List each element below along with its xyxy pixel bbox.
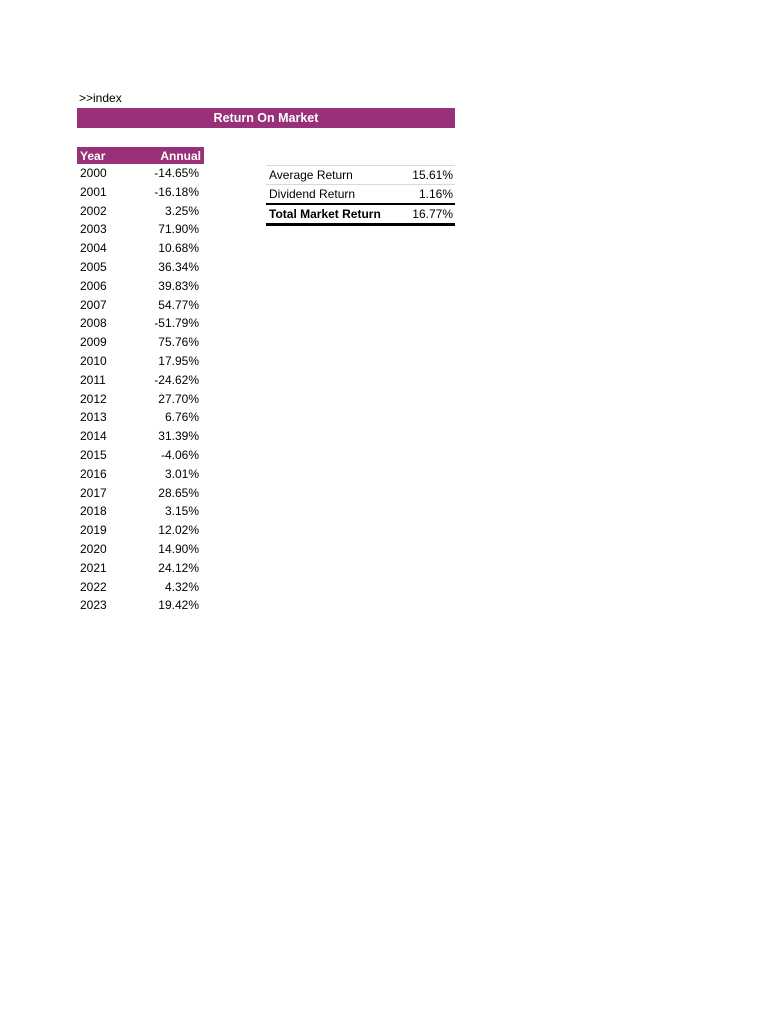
summary-row-dividend-return <box>266 185 455 205</box>
annual-return-cell: 19.42% <box>158 598 199 613</box>
year-cell: 2002 <box>80 203 107 218</box>
year-cell: 2020 <box>80 541 107 556</box>
table-row <box>77 277 204 296</box>
annual-return-cell: 24.12% <box>158 560 199 575</box>
annual-return-cell: -16.18% <box>154 184 199 199</box>
annual-return-cell: 31.39% <box>158 429 199 444</box>
table-row <box>77 578 204 597</box>
table-row <box>77 540 204 559</box>
annual-return-cell: 3.01% <box>164 466 199 481</box>
total-market-return-value: 16.77% <box>402 204 455 225</box>
year-cell: 2012 <box>80 391 107 406</box>
annual-return-cell: 6.76% <box>164 410 199 425</box>
year-cell: 2005 <box>80 259 107 274</box>
table-row <box>77 352 204 371</box>
table-row <box>77 465 204 484</box>
year-cell: 2011 <box>80 372 106 387</box>
annual-return-cell: -4.06% <box>160 447 199 462</box>
year-cell: 2004 <box>80 241 107 256</box>
year-cell: 2010 <box>80 353 107 368</box>
year-cell: 2006 <box>80 278 107 293</box>
table-row <box>77 484 204 503</box>
annual-return-cell: 12.02% <box>158 523 199 538</box>
year-cell: 2015 <box>80 447 107 462</box>
year-cell: 2003 <box>80 222 107 237</box>
year-cell: 2007 <box>80 297 107 312</box>
annual-return-cell: 17.95% <box>158 353 199 368</box>
year-cell: 2008 <box>80 316 107 331</box>
annual-return-cell: 71.90% <box>158 222 199 237</box>
annual-return-cell: -14.65% <box>154 166 199 180</box>
annual-return-cell: -51.79% <box>154 316 199 331</box>
annual-returns-table <box>77 147 204 615</box>
year-cell: 2018 <box>80 504 107 519</box>
year-cell: 2001 <box>80 184 107 199</box>
year-cell: 2013 <box>80 410 107 425</box>
table-row <box>77 239 204 258</box>
table-row <box>77 521 204 540</box>
table-row <box>77 183 204 202</box>
table-row <box>77 314 204 333</box>
year-cell: 2017 <box>80 485 107 500</box>
table-row <box>77 164 204 183</box>
annual-return-cell: 10.68% <box>158 241 199 256</box>
table-row <box>77 371 204 390</box>
annual-return-cell: 3.15% <box>164 504 199 519</box>
average-return-value: 15.61% <box>402 166 455 185</box>
table-row <box>77 220 204 239</box>
annual-return-cell: -24.62% <box>154 372 199 387</box>
annual-return-cell: 14.90% <box>158 541 199 556</box>
annual-return-cell: 3.25% <box>164 203 199 218</box>
table-row <box>77 596 204 615</box>
table-row <box>77 427 204 446</box>
table-row <box>77 559 204 578</box>
table-row <box>77 333 204 352</box>
returns-table-body <box>77 164 204 615</box>
annual-return-cell: 27.70% <box>158 391 199 406</box>
table-row <box>77 296 204 315</box>
year-cell: 2014 <box>80 429 107 444</box>
year-column-header: Year <box>77 147 126 164</box>
annual-return-cell: 28.65% <box>158 485 199 500</box>
year-cell: 2016 <box>80 466 107 481</box>
table-row <box>77 202 204 221</box>
average-return-label: Average Return <box>266 166 402 185</box>
year-cell: 2019 <box>80 523 107 538</box>
annual-return-cell: 39.83% <box>158 278 199 293</box>
year-cell: 2023 <box>80 598 107 613</box>
year-cell: 2021 <box>80 560 107 575</box>
annual-return-cell: 54.77% <box>158 297 199 312</box>
summary-row-average-return <box>266 166 455 185</box>
table-row <box>77 446 204 465</box>
table-row <box>77 502 204 521</box>
annual-return-cell: 75.76% <box>158 335 199 350</box>
summary-table <box>266 165 455 226</box>
table-row <box>77 258 204 277</box>
annual-return-cell: 4.32% <box>164 579 199 594</box>
page-title: Return On Market <box>77 108 455 128</box>
year-cell: 2022 <box>80 579 107 594</box>
dividend-return-value: 1.16% <box>402 185 455 205</box>
annual-column-header: Annual <box>126 147 204 164</box>
table-row <box>77 408 204 427</box>
year-cell: 2000 <box>80 166 107 180</box>
table-row <box>77 390 204 409</box>
dividend-return-label: Dividend Return <box>266 185 402 205</box>
summary-row-total-market-return <box>266 204 455 225</box>
total-market-return-label: Total Market Return <box>266 204 402 225</box>
index-link[interactable]: >>index <box>79 91 122 105</box>
annual-return-cell: 36.34% <box>158 259 199 274</box>
table-header-row <box>77 147 204 164</box>
year-cell: 2009 <box>80 335 107 350</box>
